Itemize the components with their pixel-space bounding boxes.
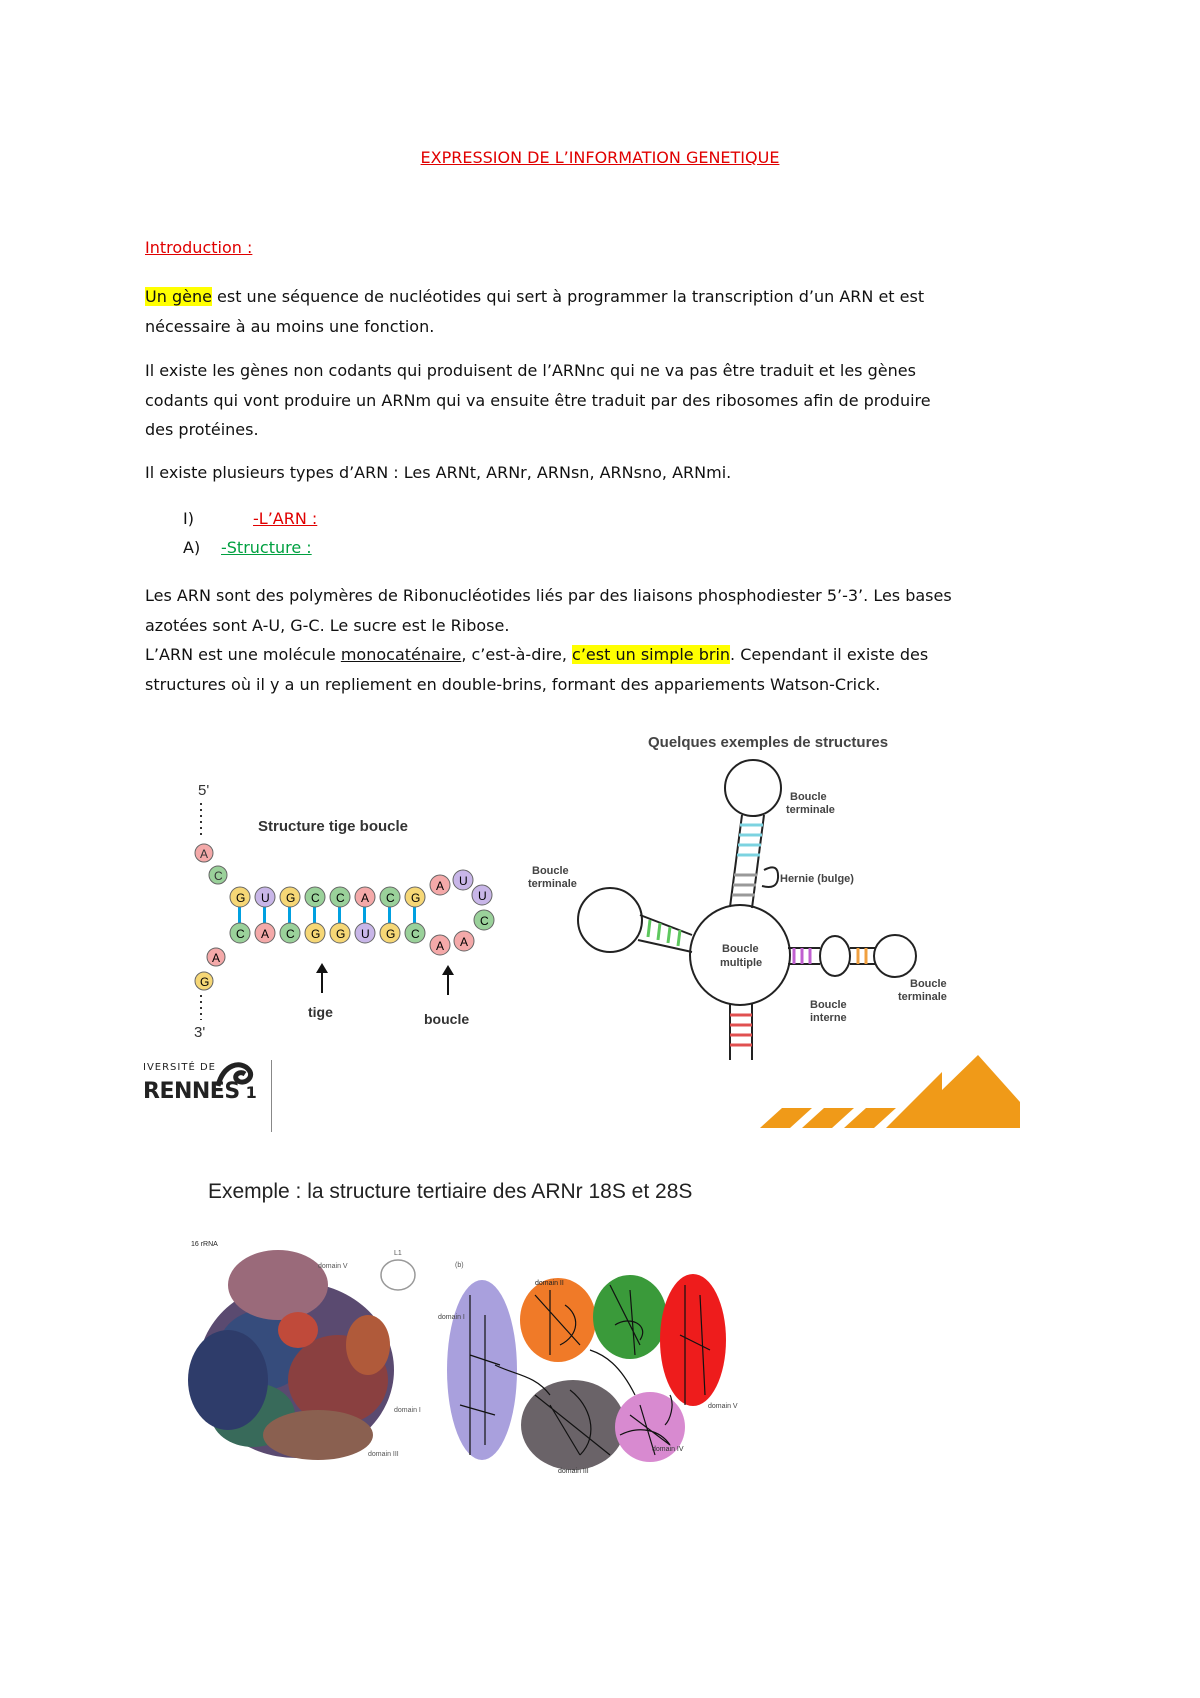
loop-arrow [442,965,454,995]
svg-text:G: G [386,927,396,941]
svg-text:terminale: terminale [528,878,577,890]
intro-heading: Introduction : [145,238,253,257]
svg-text:A: A [261,927,270,941]
svg-text:domain I: domain I [394,1407,421,1414]
svg-text:G: G [411,891,421,905]
svg-text:Boucle: Boucle [722,943,759,955]
svg-text:A: A [361,891,370,905]
svg-text:16 rRNA: 16 rRNA [191,1241,218,1248]
svg-text:Boucle: Boucle [810,999,847,1011]
right-stem-pairs [794,948,810,964]
orange-decoration [760,1050,1030,1130]
terminal-loop-right [874,935,916,977]
svg-text:C: C [411,927,420,941]
logo-divider [271,1060,272,1132]
stem-arrow [316,963,328,993]
paragraph-gene-definition: Un gène est une séquence de nucléotides qui sert à programmer la transcription d’un ARN et est nécessaire à au moins une fonction. [145,287,925,336]
stem-loop-figure [170,775,540,1045]
five-prime-label: 5' [198,782,210,799]
svg-text:Boucle: Boucle [532,865,569,877]
svg-text:G: G [236,891,246,905]
base-pair-bars [238,905,416,925]
far-right-stem-pairs [858,948,866,964]
svg-text:C: C [214,869,223,883]
domain-green [593,1275,667,1359]
structure-examples-title: Quelques exemples de structures [648,734,889,751]
svg-text:G: G [200,975,210,989]
outline-item-structure: A) -Structure : [183,538,312,557]
svg-text:domain I: domain I [438,1314,465,1321]
svg-text:A: A [212,951,221,965]
loop-bases [430,870,494,955]
structure-examples-figure [530,730,960,1060]
university-logo: IVERSITÉ DE RENNES 1 [143,1062,273,1130]
svg-text:C: C [236,927,245,941]
three-prime-label: 3' [194,1024,206,1041]
svg-text:G: G [286,891,296,905]
svg-text:C: C [386,891,395,905]
svg-text:G: G [336,927,346,941]
svg-text:G: G [311,927,321,941]
svg-text:A: A [460,935,469,949]
svg-text:A: A [436,879,445,893]
svg-text:domain IV: domain IV [652,1446,684,1453]
svg-text:terminale: terminale [898,991,947,1003]
rrna-domains-figure [438,1255,738,1485]
svg-text:domain V: domain V [708,1403,738,1410]
tertiary-structure-title: Exemple : la structure tertiaire des ARNr 18S et 28S [208,1180,693,1203]
terminal-loop-left [578,888,642,952]
svg-text:C: C [480,914,489,928]
stem-loop-title: Structure tige boucle [258,818,409,835]
svg-text:multiple: multiple [720,957,763,969]
svg-text:C: C [311,891,320,905]
underlined-term: monocaténaire [340,645,462,664]
bottom-stem-pairs [730,1015,752,1045]
svg-text:U: U [361,927,370,941]
domain-red [660,1274,726,1406]
highlight-gene-term: Un gène [145,287,212,306]
paragraph-rna-structure: Les ARN sont des polymères de Ribonucléotides liés par des liaisons phosphodiester 5’-3’. Les bases azotées sont A-U, G-C. Le sucre est le Ribose. L’ARN est une molécule monocaténaire, c’est-à-dire, c’est un simple brin. Cependant il existe des structures où il y a un repliement en double-brins, formant des appariements Watson-Crick. [145,586,952,694]
svg-text:Boucle: Boucle [910,978,947,990]
svg-text:domain V: domain V [318,1263,348,1270]
svg-text:U: U [478,889,487,903]
highlight-single-strand: c’est un simple brin [572,645,731,664]
svg-text:U: U [261,891,270,905]
svg-text:domain III: domain III [558,1468,589,1475]
document-title: EXPRESSION DE L’INFORMATION GENETIQUE [420,148,780,167]
svg-text:A: A [200,847,209,861]
svg-text:domain III: domain III [368,1451,399,1458]
svg-text:Hernie (bulge): Hernie (bulge) [780,873,854,885]
logo-emblem-icon [213,1056,263,1098]
svg-text:C: C [286,927,295,941]
svg-text:U: U [459,874,468,888]
svg-text:A: A [436,939,445,953]
internal-loop [820,936,850,976]
svg-text:(b): (b) [455,1262,464,1269]
svg-text:Boucle: Boucle [790,791,827,803]
terminal-loop-top [725,760,781,816]
svg-text:terminale: terminale [786,804,835,816]
stem-label: tige [308,1004,333,1020]
ribosome-3d-figure [168,1230,440,1470]
paragraph-gene-types: Il existe les gènes non codants qui produisent de l’ARNnc qui ne va pas être traduit et les gènes codants qui vont produire un ARNm qui va ensuite être traduit par des ribosomes afin de produire des protéines. [145,361,931,439]
outline-item-arn: I) -L’ARN : [183,509,318,528]
bottom-strand [230,923,425,943]
svg-text:interne: interne [810,1012,847,1024]
svg-text:L1: L1 [394,1250,402,1257]
loop-label: boucle [424,1011,470,1027]
svg-text:domain II: domain II [535,1280,564,1287]
top-strand [230,887,425,907]
bulge [762,867,778,887]
multiple-loop [690,905,790,1005]
svg-text:C: C [336,891,345,905]
paragraph-rna-types: Il existe plusieurs types d’ARN : Les ARNt, ARNr, ARNsn, ARNsno, ARNmi. [145,463,732,482]
